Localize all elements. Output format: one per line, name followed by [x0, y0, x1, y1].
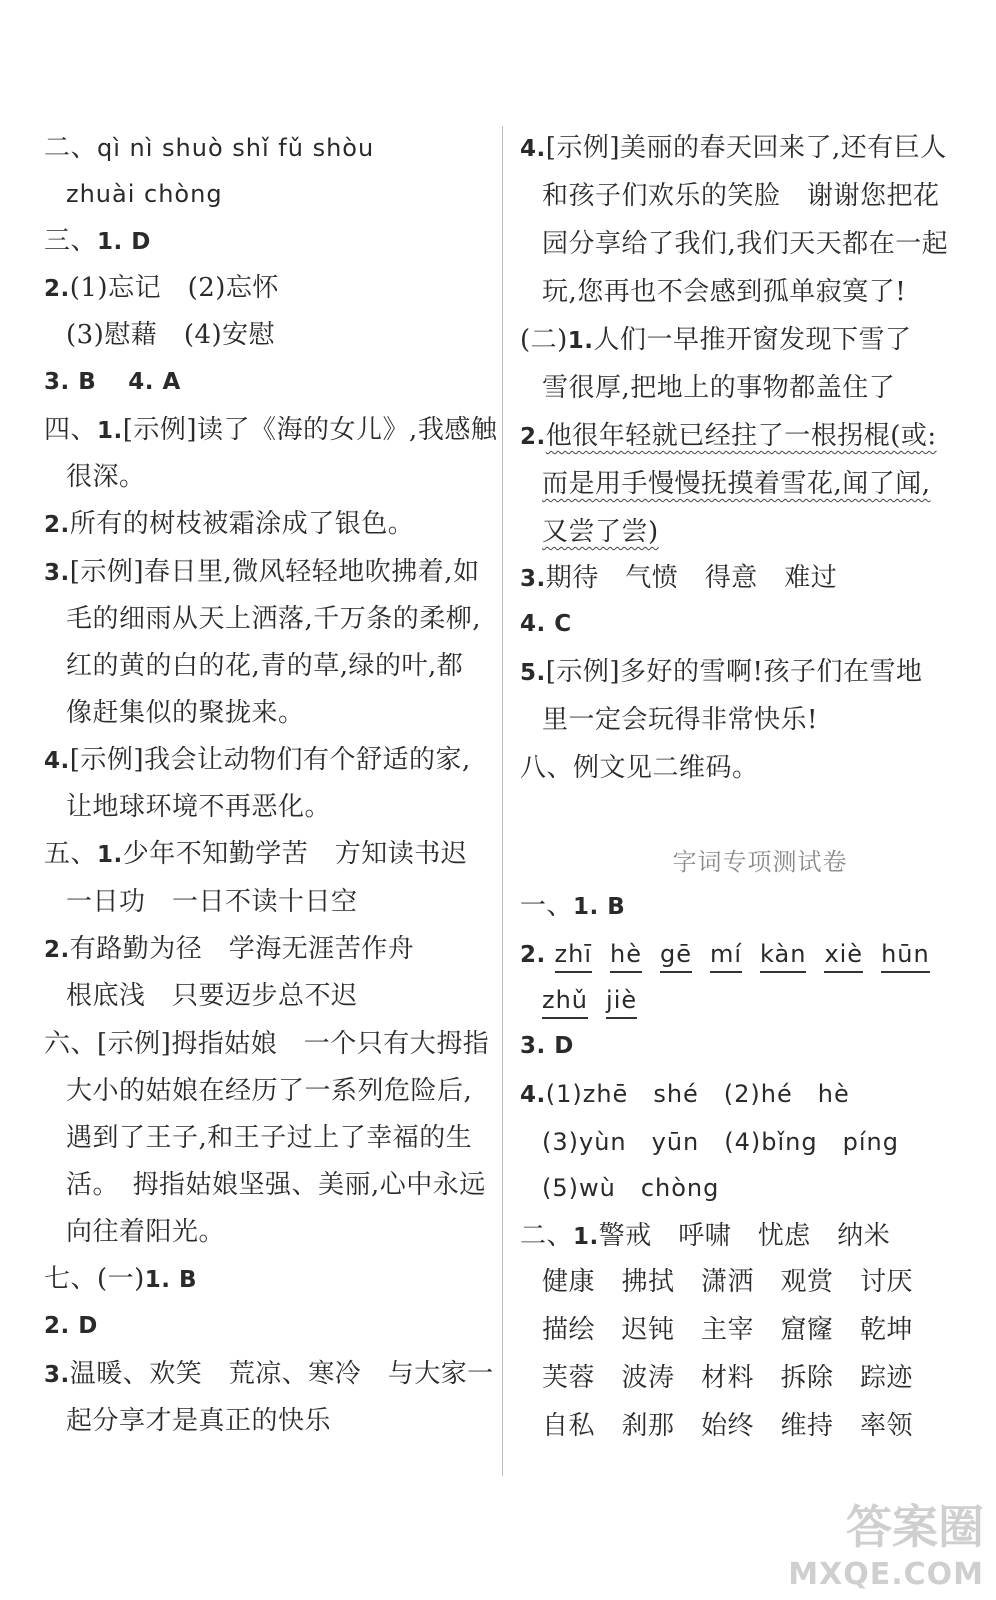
answer-line: 2.他很年轻就已经拄了一根拐棍(或: [520, 421, 937, 451]
answer-line: 很深。 [66, 462, 146, 492]
answer-line: 活。 拇指姑娘坚强、美丽,心中永远 [66, 1170, 486, 1200]
answer-line: zhuài chòng [66, 180, 223, 208]
answer-line: (5)wù chòng [542, 1174, 720, 1202]
pinyin-underlined: xiè [824, 938, 863, 973]
answer-line: 起分享才是真正的快乐 [66, 1406, 332, 1436]
answer-line: 七、(一)1. B [44, 1264, 198, 1294]
answer-line: 又尝了尝) [542, 517, 659, 547]
answer-line: 4.(1)zhē shé (2)hé hè [520, 1080, 850, 1108]
answer-line: 像赶集似的聚拢来。 [66, 698, 305, 728]
answer-line: 六、[示例]拇指姑娘 一个只有大拇指 [44, 1029, 490, 1059]
section-title: 字词专项测试卷 [672, 848, 848, 876]
pinyin-underlined: mí [710, 938, 742, 973]
pinyin-underlined: zhī [555, 938, 592, 973]
answer-line: 向往着阳光。 [66, 1217, 226, 1247]
answer-line: 4. C [520, 611, 572, 637]
answer-line: 红的黄的白的花,青的草,绿的叶,都 [66, 651, 464, 681]
answer-line: 一日功 一日不读十日空 [66, 887, 358, 917]
pinyin-underlined: hè [610, 938, 642, 973]
answer-line: 四、1.[示例]读了《海的女儿》,我感触 [44, 415, 498, 445]
answer-line: 描绘 迟钝 主宰 窟窿 乾坤 [542, 1315, 914, 1345]
answer-line: 里一定会玩得非常快乐! [542, 705, 818, 735]
column-divider [502, 126, 503, 1476]
answer-line: 和孩子们欢乐的笑脸 谢谢您把花 [542, 181, 940, 211]
pinyin-underlined: jiè [606, 984, 637, 1019]
answer-line: 大小的姑娘在经历了一系列危险后, [66, 1076, 473, 1106]
answer-line: (二)1.人们一早推开窗发现下雪了 [520, 325, 912, 355]
answer-line: 遇到了王子,和王子过上了幸福的生 [66, 1123, 473, 1153]
answer-line: 玩,您再也不会感到孤单寂寞了! [542, 277, 907, 307]
pinyin-underlined: hūn [881, 938, 930, 973]
answer-line: 八、例文见二维码。 [520, 753, 759, 783]
answer-line: 4.[示例]我会让动物们有个舒适的家, [44, 745, 471, 775]
pinyin-underlined: gē [660, 938, 692, 973]
pinyin-underlined: zhǔ [542, 984, 588, 1019]
answer-line: 雪很厚,把地上的事物都盖住了 [542, 373, 896, 403]
answer-line: 三、1. D [44, 226, 151, 256]
answer-line: 4.[示例]美丽的春天回来了,还有巨人 [520, 133, 947, 163]
answer-line: 二、1.警戒 呼啸 忧虑 纳米 [520, 1221, 891, 1251]
answer-line [520, 984, 655, 1019]
answer-line: 2.有路勤为径 学海无涯苦作舟 [44, 934, 415, 964]
answer-line: 而是用手慢慢抚摸着雪花,闻了闻, [542, 469, 931, 499]
answer-line: 让地球环境不再恶化。 [66, 792, 332, 822]
pinyin-underlined: kàn [760, 938, 806, 973]
answer-line: 3. B 4. A [44, 369, 181, 395]
answer-line: 二、qì nì shuò shǐ fǔ shòu [44, 133, 375, 163]
answer-line: 3. D [520, 1033, 574, 1059]
answer-line: (3)yùn yūn (4)bǐng píng [542, 1128, 899, 1156]
answer-line: (3)慰藉 (4)安慰 [66, 320, 276, 350]
answer-line: 2.所有的树枝被霜涂成了银色。 [44, 509, 415, 539]
answer-line: 5.[示例]多好的雪啊!孩子们在雪地 [520, 657, 923, 687]
watermark-en: MXQE.COM [788, 1557, 984, 1592]
answer-line: 自私 刹那 始终 维持 率领 [542, 1411, 914, 1441]
watermark-cn: 答案圈 [846, 1500, 984, 1554]
watermark-logo [788, 1491, 984, 1592]
answer-line: 3.[示例]春日里,微风轻轻地吹拂着,如 [44, 557, 480, 587]
answer-line: 芙蓉 波涛 材料 拆除 踪迹 [542, 1363, 914, 1393]
answer-line: 2. D [44, 1313, 98, 1339]
answer-line: 健康 拂拭 潇洒 观赏 讨厌 [542, 1267, 914, 1297]
answer-line: 一、1. B [520, 891, 626, 921]
answer-line: 根底浅 只要迈步总不迟 [66, 981, 358, 1011]
answer-line: 2.(1)忘记 (2)忘怀 [44, 273, 279, 303]
answer-line: 3.期待 气愤 得意 难过 [520, 563, 838, 593]
answer-line: 园分享给了我们,我们天天都在一起 [542, 229, 949, 259]
answer-line: 3.温暖、欢笑 荒凉、寒冷 与大家一 [44, 1359, 494, 1389]
answer-line: 毛的细雨从天上洒落,千万条的柔柳, [66, 604, 482, 634]
answer-line: 2. zhī hè gē mí kàn xiè hūn [520, 938, 948, 973]
answer-line: 五、1.少年不知勤学苦 方知读书迟 [44, 839, 468, 869]
